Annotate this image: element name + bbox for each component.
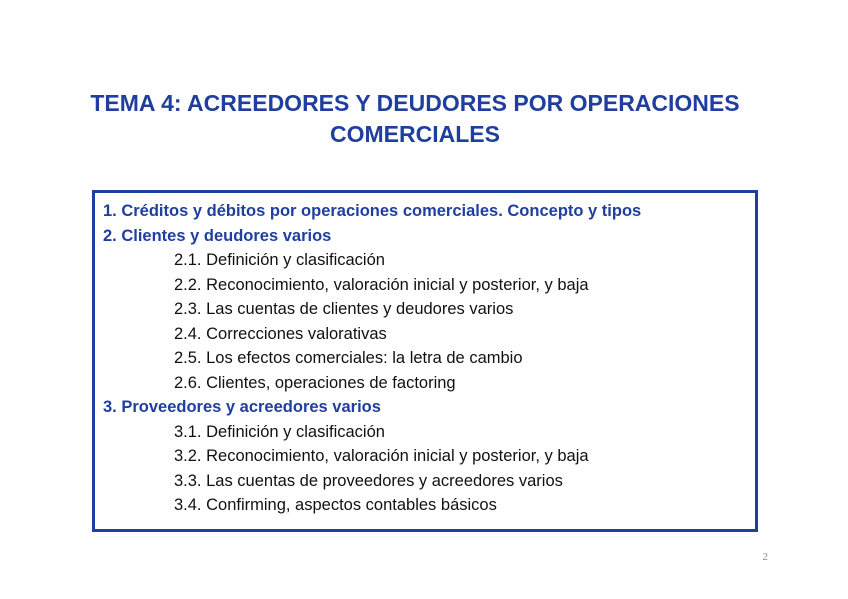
section-heading-3: 3. Proveedores y acreedores varios — [103, 398, 381, 416]
subsection-item-2-2: 2.2. Reconocimiento, valoración inicial y posterior, y baja — [174, 275, 589, 294]
section-heading-2: 2. Clientes y deudores varios — [103, 226, 332, 245]
subsection-item-2-4: 2.4. Correcciones valorativas — [174, 324, 387, 343]
page-number: 2 — [762, 551, 768, 563]
section-heading-1: 1. Créditos y débitos por operaciones comerciales. Concepto y tipos — [103, 202, 642, 220]
title-line-1: TEMA 4: ACREEDORES Y DEUDORES POR OPERACIONES — [90, 90, 740, 116]
subsection-item-3-3: 3.3. Las cuentas de proveedores y acreedores varios — [174, 471, 563, 490]
page-title — [60, 88, 770, 150]
subsection-item-3-1: 3.1. Definición y clasificación — [174, 422, 385, 441]
subsection-item-2-6: 2.6. Clientes, operaciones de factoring — [174, 373, 456, 392]
outline-box — [92, 190, 758, 532]
subsection-item-2-5: 2.5. Los efectos comerciales: la letra de cambio — [174, 349, 523, 367]
subsection-item-3-2: 3.2. Reconocimiento, valoración inicial y posterior, y baja — [174, 447, 589, 465]
outline-list — [103, 199, 641, 518]
subsection-item-3-4: 3.4. Confirming, aspectos contables básicos — [174, 496, 497, 514]
title-line-2: COMERCIALES — [330, 121, 500, 147]
subsection-item-2-3: 2.3. Las cuentas de clientes y deudores varios — [174, 300, 514, 318]
subsection-item-2-1: 2.1. Definición y clasificación — [174, 251, 385, 269]
